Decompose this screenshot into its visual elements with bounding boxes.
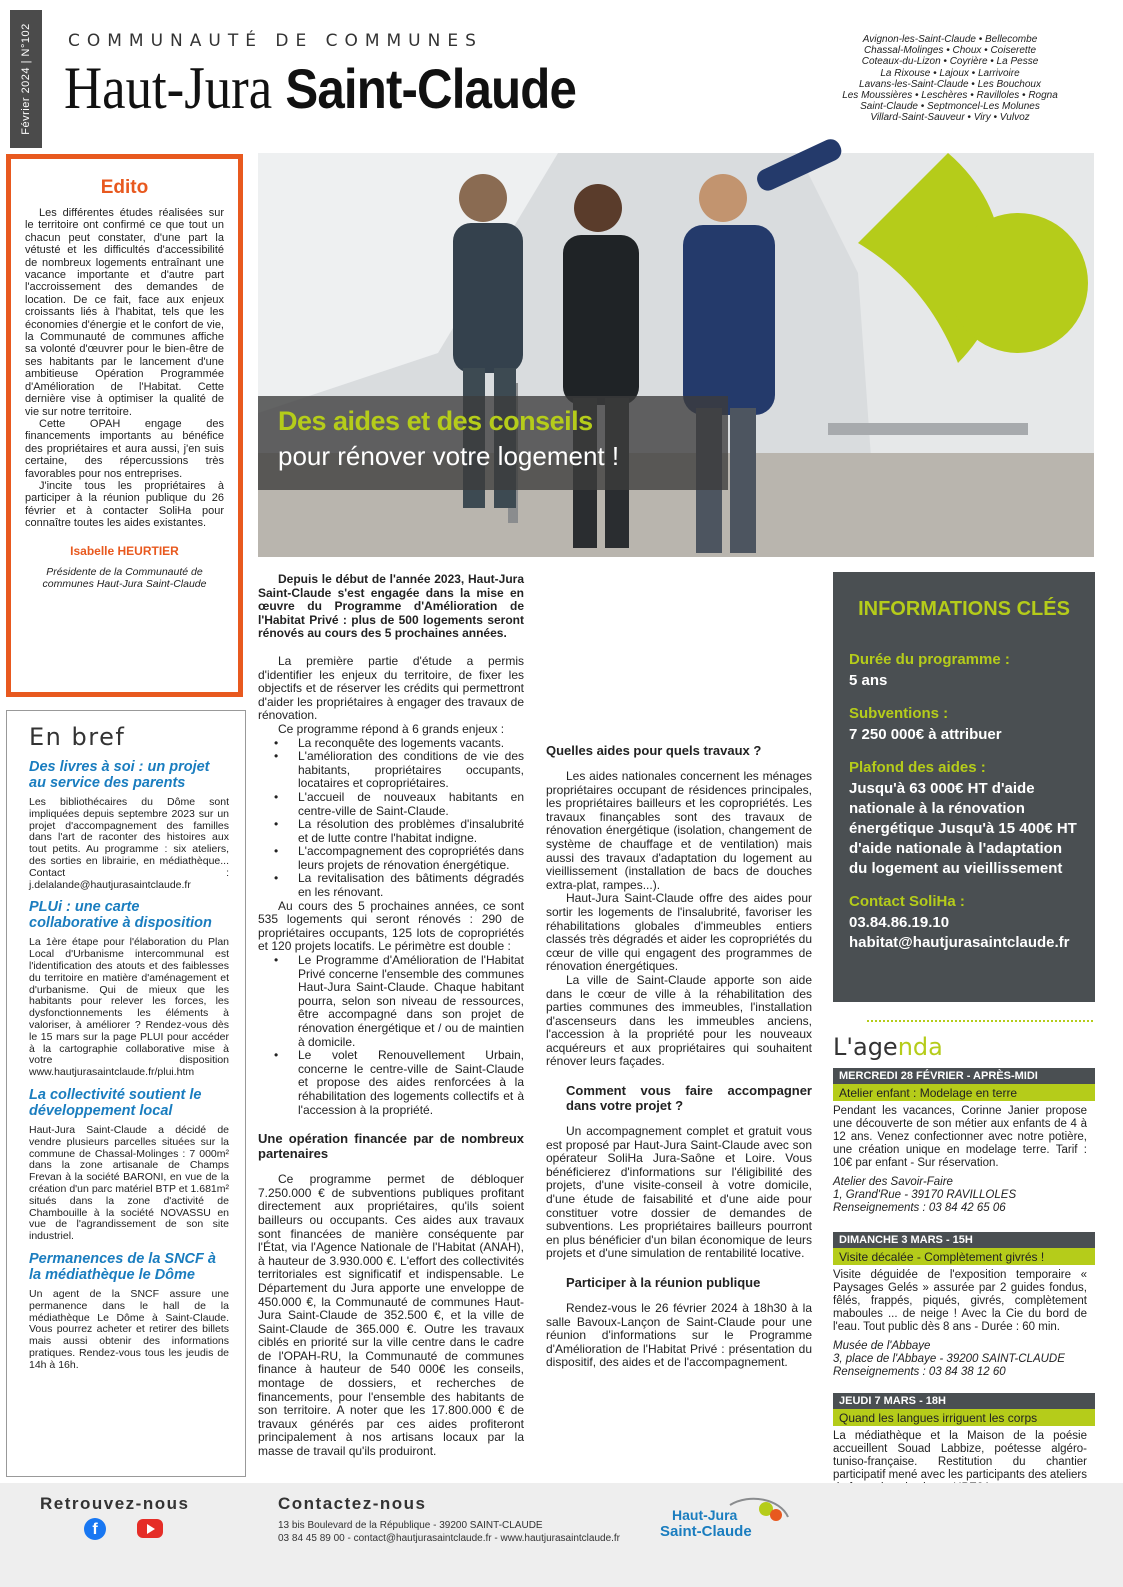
en-bref-title: En bref [29,723,126,751]
article-paragraph: Ce programme répond à 6 grands enjeux : [278,721,505,736]
event-description: Visite déguidée de l'exposition temporaire « Paysages Gelés » assurée par 2 guides fondus, fêlés, frappés, piqués, givrés, complètement maboules ... de neige ! Avec la Cie du bord de l'eau. Tout public dès 8 ans - Durée : 60 min. [833,1269,1087,1333]
commune-line: Villard-Saint-Sauveur • Viry • Vulvoz [870,112,1030,124]
event-phone: Renseignements : 03 84 42 65 06 [833,1202,1006,1214]
bref-heading: La collectivité soutient le développement local [29,1086,202,1119]
masthead-subtitle: COMMUNAUTÉ DE COMMUNES [68,31,483,51]
bref-text: Haut-Jura Saint-Claude a décidé de vendre plusieurs parcelles situées sur la commune de Chassal-Molinges : 7 000m² dans la zone artisanale de Champs Frevan à la société BARONI, en vue de la création d'un parc matériel BTP et 1.681m² situés dans la zone d'activité de Chambouille à la société NOVASSU en vue de l'agrandissement de son site industriel. [29,1123,229,1243]
article-paragraph: La première partie d'étude a permis d'identifier les enjeux du territoire, de fixer les objectifs et de réserver les crédits qui permettront d'aider les propriétaires à engager des travaux de rénovation. [258,653,524,723]
list-item: • L'accueil de nouveaux habitants en centre-ville de Saint-Claude. [298,791,524,818]
agenda-event [833,1232,1095,1379]
event-description: Pendant les vacances, Corinne Janier propose une découverte de son métier aux enfants de 4 à 12 ans. Venez confectionner avec notre potière, une création unique en modelage terre. Tarif : 10€ par enfant - Sur réservation. [833,1105,1087,1169]
key-info-value: 03.84.86.19.10 habitat@hautjurasaintclaude.fr [849,914,1070,951]
edito-paragraph: J'incite tous les propriétaires à participer à la réunion publique du 26 février et à contacter SoliHa pour connaître toutes les aides existantes. [25,479,224,530]
commune-line: La Rixouse • Lajoux • Larrivoire [880,67,1020,79]
contact-line: 03 84 45 89 00 - contact@hautjurasaintclaude.fr - www.hautjurasaintclaude.fr [278,1533,621,1544]
bref-text: Un agent de la SNCF assure une permanence dans le hall de la médiathèque Le Dôme à Saint-Claude. Vous pourrez acheter et retirer des billets mais aussi obtenir des informations pratiques. Rendez-vous tous les jeudis de 14h à 16h. [29,1287,229,1371]
article-intro: Depuis le début de l'année 2023, Haut-Jura Saint-Claude s'est engagée dans la mise en œuvre du Programme d'Amélioration de l'Habitat Privé : plus de 500 logements seront rénovés au cours des 5 prochaines années. [258,572,524,641]
agenda-event [833,1068,1095,1215]
article-paragraph: La ville de Saint-Claude apporte son aide dans le cœur de ville à la réhabilitation des parties communes des immeubles, l'installation d'ascenseurs dans les immeubles anciens, l'accession à la propriété pour les nouveaux acquéreurs et aux propriétaires qui souhaitent rénover leurs façades. [546,972,812,1069]
youtube-icon[interactable] [137,1519,163,1538]
article-paragraph: Au cours des 5 prochaines années, ce sont 535 logements qui seront rénovés : 290 de propriétaires occupants, 125 lots de copropriétés et 120 projets locatifs. Le périmètre est double : [258,898,524,954]
commune-line: Coteaux-du-Lizon • Coyrière • La Pesse [861,56,1039,68]
hero-photo [258,153,1094,557]
commune-line: Avignon-les-Saint-Claude • Bellecombe [862,34,1038,45]
event-title: Atelier enfant : Modelage en terre [833,1084,1095,1101]
communes-list [820,34,1080,124]
edito-paragraph: Les différentes études réalisées sur le territoire ont confirmé ce que tout un chacun peut constater, d'une part la vétusté et les difficultés d'accessibilité de nombreux logements entraînant une vacance importante et d'autre part l'accroissement des demandes de location. De ce fait, face aux enjeux croissants liés à l'habitat, tels que les économies d'énergie et le confort de vie, la Communauté de communes affiche sa volonté d'œuvrer pour le bien-être de ses habitants par le lancement d'une ambitieuse Opération Programmée d'Amélioration de l'Habitat. Cette dernière vise à optimiser la qualité de vie sur notre territoire. [25,207,224,418]
list-item: • L'accompagnement des copropriétés dans leurs projets de rénovation énergétique. [298,845,524,872]
article-paragraph: Rendez-vous le 26 février 2024 à 18h30 à la salle Bavoux-Lançon de Saint-Claude pour une réunion d'informations sur le Programme d'Amélioration de l'Habitat Privé : présentation du dispositif, des aides et de l'accompagnement. [546,1301,812,1370]
bref-text: La 1ère étape pour l'élaboration du Plan Local d'Urbanisme intercommunal est l'identification des atouts et des faiblesses du territoire en matière d'aménagement et d'urbanisme. Qui de mieux que les habitants pour relever les forces, les dysfonctionnements les éléments à valoriser, à améliorer ? Rendez-vous dès le 15 mars sur la page PLUI pour accéder à la cartographie collaborative mise à votre disposition www.hautjurasaintclaude.fr/plui.htm [29,936,229,1079]
edito-box [6,154,243,697]
headline-line-1: Des aides et des conseils [278,406,593,436]
event-place: Atelier des Savoir-Faire [833,1176,953,1188]
facebook-icon[interactable]: f [84,1518,106,1540]
list-item: • Le volet Renouvellement Urbain, concerne le centre-ville de Saint-Claude et propose des aides renforcées à la réhabilitation des logements collectifs et à l'accession à la propriété. [298,1049,524,1117]
edito-signature: Isabelle HEURTIER [70,543,179,558]
key-info-value: 5 ans [849,672,888,689]
hero-photo-illustration [258,153,1094,557]
edito-role: Présidente de la Communauté de communes Haut-Jura Saint-Claude [42,565,207,590]
article-paragraph: Les aides nationales concernent les ménages propriétaires occupant de résidences principales, les propriétaires bailleurs et les copropriétés. Les travaux finançables sont des travaux de rénovation énergétique (isolation, changement de système de chauffage et de ventilation) mais aussi des travaux d'adaptation du logement au vieillissement (installation de bacs de douches extra-plat, rampes...). [546,769,812,892]
event-title: Quand les langues irriguent les corps [833,1409,1095,1426]
key-info-label: Contact SoliHa : [849,893,965,910]
event-date: JEUDI 7 MARS - 18H [833,1393,1095,1409]
brand-logo [660,1495,790,1545]
event-address: 3, place de l'Abbaye - 39200 SAINT-CLAUDE [833,1353,1065,1365]
article-paragraph: Un accompagnement complet et gratuit vous est proposé par Haut-Jura Saint-Claude avec son opérateur SoliHa Jura-Saône et Loire. Vous bénéficierez d'informations sur l'éligibilité des projets, d'une visite-conseil à votre domicile, d'une étude de faisabilité et d'une aide pour constituer votre dossier de demandes de subventions. Les propriétaires bailleurs pourront en plus bénéficier d'un bilan économique de leurs projets et d'une simulation de rentabilité locative. [546,1124,812,1261]
logo-text-line-1: Haut-Jura [672,1507,738,1523]
en-bref-box [6,710,246,1477]
logo-text-line-2: Saint-Claude [660,1523,752,1540]
event-address: 1, Grand'Rue - 39170 RAVILLOLES [833,1189,1017,1201]
event-date: MERCREDI 28 FÉVRIER - APRÈS-MIDI [833,1068,1095,1084]
perimetre-list [258,954,524,1117]
article-subheading: Participer à la réunion publique [566,1275,761,1290]
commune-line: Saint-Claude • Septmoncel-Les Molunes [860,101,1040,113]
article-column-1 [258,572,524,1459]
key-info-value: 7 250 000€ à attribuer [849,726,1002,743]
event-description: La médiathèque et la Maison de la poésie accueillent Souad Labbize, poétesse algéro-tuniso-française. Restitution du chantier participatif mené avec les participants des ateliers [833,1430,1087,1481]
event-date: DIMANCHE 3 MARS - 15H [833,1232,1095,1248]
bref-text: Les bibliothécaires du Dôme sont impliquées depuis septembre 2023 sur un projet d'accompagnement des familles dans l'art de raconter des histoires aux tout petits. Au programme : six ateliers, des sorties en librairie, en médiathèque... Contact : j.delalande@hautjurasaintclaude.fr [29,796,229,891]
key-info-value: Jusqu'à 63 000€ HT d'aide nationale à la rénovation énergétique Jusqu'à 15 400€ HT d'aide nationale à l'adaptation du logement au vieillissement [849,780,1077,877]
key-info-title: INFORMATIONS CLÉS [858,598,1070,620]
commune-line: Les Moussières • Leschères • Ravilloles • Rogna [842,90,1058,102]
article-subheading: Comment vous faire accompagner dans votre projet ? [566,1083,812,1114]
enjeux-list [258,737,524,900]
bref-heading: Permanences de la SNCF à la médiathèque le Dôme [29,1250,216,1283]
edito-title: Edito [100,177,149,198]
list-item: • La reconquête des logements vacants. [298,737,524,751]
article-column-2 [546,573,812,1370]
key-info-label: Plafond des aides : [849,759,986,776]
follow-us-title: Retrouvez-nous [40,1494,190,1513]
article-paragraph: Haut-Jura Saint-Claude offre des aides pour sortir les logements de l'insalubrité, favoriser les réhabilitations globales d'immeubles entiers classés très dégradés et aider les copropriétés du cœur de ville qui engagent des programmes de rénovation énergétiques. [546,891,812,974]
event-place: Musée de l'Abbaye [833,1340,931,1352]
list-item: • L'amélioration des conditions de vie des habitants, propriétaires occupants, locataires et copropriétaires. [298,750,524,791]
article-paragraph: Ce programme permet de débloquer 7.250.000 € de subventions publiques profitant directement aux propriétaires, qu'ils soient bailleurs ou occupants. Ces aides aux travaux sont financées de manière conséquente par l'État, via l'Agence Nationale de l'Habitat (ANAH), à hauteur de 3.930.000 €. L'effort des collectivités territoriales est significatif et indispensable. Le Département du Jura apporte une enveloppe de 450.000 €, la Communauté de communes Haut-Jura Saint-Claude de 352.500 €, et la ville de Saint-Claude de 365.000 €. Outre les travaux ciblés en priorité sur la ville centre dans le cadre de l'OPAH-RU, la Communauté de communes finance à hauteur de 540 000€ les conseils, montage de dossiers, et recherches de financements, pour l'ensemble des habitants de son territoire. A noter que les 17.800.000 € de travaux générés par ces aides profiteront principalement à nos artisans locaux par la masse de travail qu'ils produiront. [258,1172,524,1459]
event-title: Visite décalée - Complètement givrés ! [833,1248,1095,1265]
agenda-title: L'agenda [833,1033,943,1061]
commune-line: Lavans-les-Saint-Claude • Les Bouchoux [859,78,1041,90]
bref-heading: Des livres à soi : un projet au service des parents [29,759,210,791]
contact-title: Contactez-nous [278,1494,427,1513]
event-phone: Renseignements : 03 84 38 12 60 [833,1366,1006,1378]
list-item: • La résolution des problèmes d'insalubrité et de lutte contre l'habitat indigne. [298,818,524,845]
issue-tab [10,10,42,148]
key-info-label: Durée du programme : [849,651,1010,668]
issue-label: Février 2024 | N°102 [20,23,32,135]
article-subheading: Quelles aides pour quels travaux ? [546,743,762,758]
headline-banner [258,396,728,490]
headline-line-2: pour rénover votre logement ! [278,441,620,471]
list-item: • Le Programme d'Amélioration de l'Habitat Privé concerne l'ensemble des communes Haut-Jura Saint-Claude. Chaque habitant pourra, selon son niveau de ressources, être accompagné dans son projet de rénovation énergétique et / ou de maintien à domicile. [298,954,524,1049]
agenda-divider [867,1020,1093,1022]
contact-details [278,1519,620,1545]
commune-line: Chassal-Molinges • Choux • Coiserette [863,45,1037,57]
contact-address: 13 bis Boulevard de la République - 39200 SAINT-CLAUDE [278,1520,543,1531]
key-info-label: Subventions : [849,705,949,722]
edito-paragraph: Cette OPAH engage des financements importants au bénéfice des propriétaires et aura aussi, j'en suis certaine, des répercussions très favorables pour nos entreprises. [25,417,224,480]
bref-heading: PLUi : une carte collaborative à disposition [29,899,212,932]
key-info-box [833,572,1095,1002]
article-subheading: Une opération financée par de nombreux partenaires [258,1131,524,1162]
list-item: • La revitalisation des bâtiments dégradés en les rénovant. [298,872,524,899]
masthead-title: Haut-Jura Saint-Claude [64,55,577,121]
